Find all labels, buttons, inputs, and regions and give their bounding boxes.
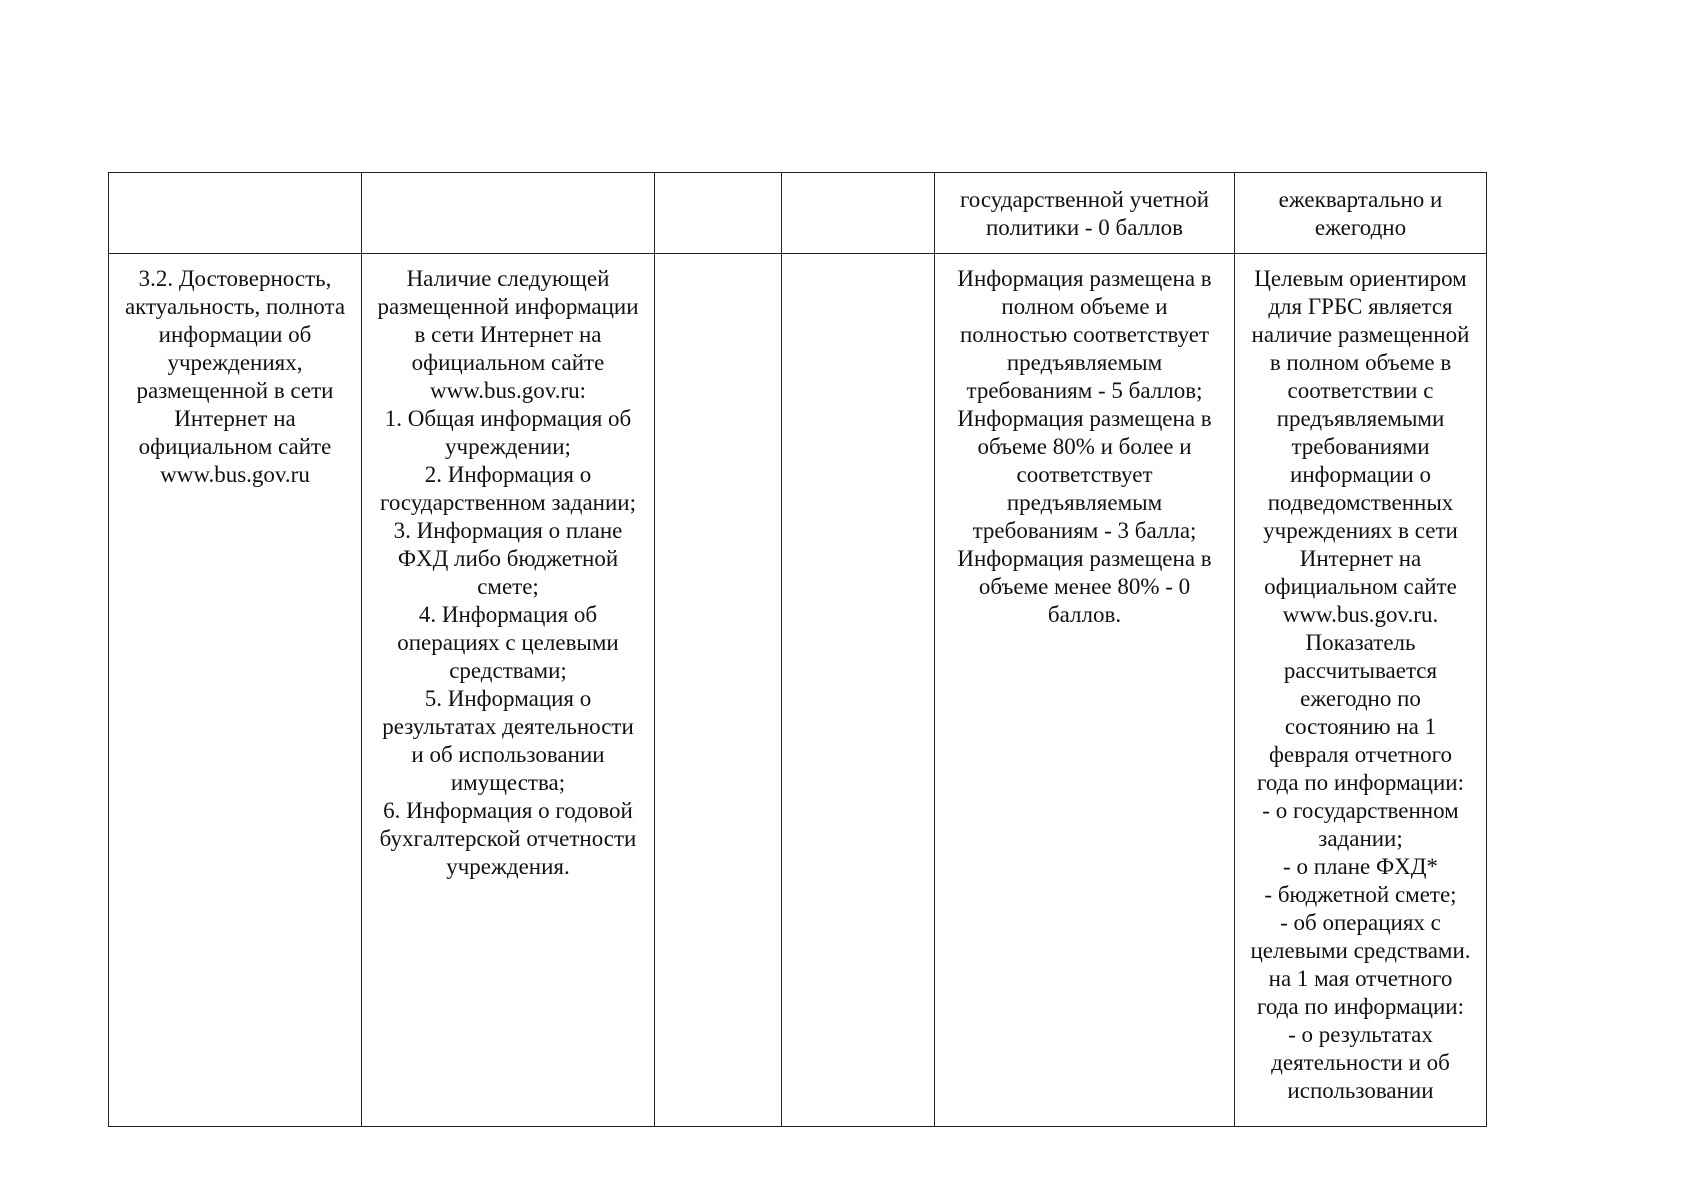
cell-empty-4 [782,254,935,1127]
cell-empty-3 [655,173,782,254]
criteria-table [108,172,1487,1127]
cell-indicator [109,173,362,254]
cell-comment: ежеквартально и ежегодно [1235,173,1487,254]
cell-description: Наличие следующей размещенной информации в сети Интернет на официальном сайте www.bus.gov.ru: 1. Общая информация об учреждении; 2. Информация о государственном задании; 3. Информация о плане ФХД либо бюджетной смете; 4. Информация об операциях с целевыми средствами; 5. Информация о результатах деятельности и об использовании имущества; 6. Информация о годовой бухгалтерской отчетности учреждения. [362,254,655,1127]
cell-indicator: 3.2. Достоверность, актуальность, полнота информации об учреждениях, размещенной в сети Интернет на официальном сайте www.bus.gov.ru [109,254,362,1127]
cell-scoring: Информация размещена в полном объеме и полностью соответствует предъявляемым требованиям - 5 баллов; Информация размещена в объеме 80% и более и соответствует предъявляемым требованиям - 3 балла; Информация размещена в объеме менее 80% - 0 баллов. [935,254,1235,1127]
table-row [109,254,1487,1127]
cell-empty-4 [782,173,935,254]
table-row [109,173,1487,254]
cell-comment: Целевым ориентиром для ГРБС является наличие размещенной в полном объеме в соответствии с предъявляемыми требованиями информации о подведомственных учреждениях в сети Интернет на официальном сайте www.bus.gov.ru. Показатель рассчитывается ежегодно по состоянию на 1 февраля отчетного года по информации: - о государственном задании; - о плане ФХД* - бюджетной смете; - об операциях с целевыми средствами. на 1 мая отчетного года по информации: - о результатах деятельности и об использовании [1235,254,1487,1127]
cell-empty-3 [655,254,782,1127]
cell-description [362,173,655,254]
cell-scoring: государственной учетной политики - 0 баллов [935,173,1235,254]
